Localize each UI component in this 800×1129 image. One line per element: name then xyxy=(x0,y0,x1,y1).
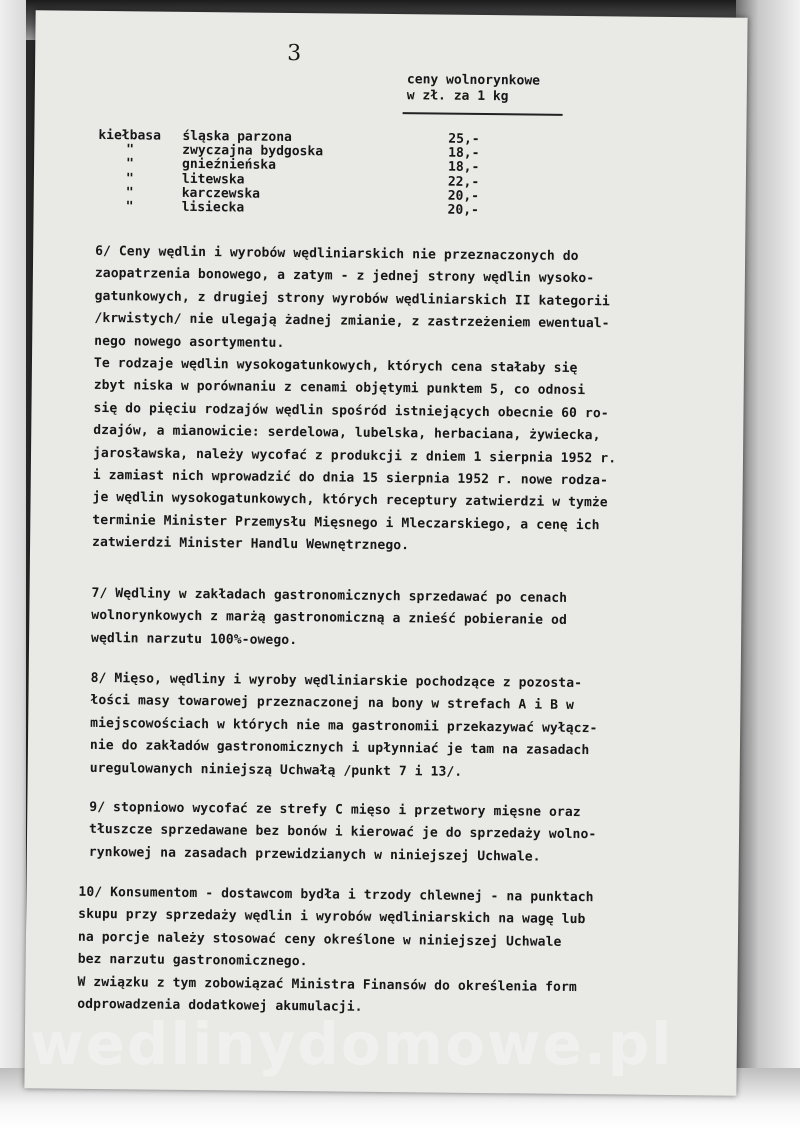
paragraph-9: 9/ stopniowo wycofać ze strefy C mięso i przetwory mięsne oraz tłuszcze sprzedawane bez bonów i kierować je do sprzedaży wolno- rynkowej na zasadach przewidzianych w niniejszej Uchwale. xyxy=(88,799,597,865)
price-row-prefix: " xyxy=(125,199,134,215)
price-row-price: 25,- xyxy=(448,131,480,147)
price-row-price: 20,- xyxy=(447,188,480,204)
price-row-prefix: " xyxy=(125,156,134,172)
price-row-name: śląska parzona xyxy=(182,128,293,145)
price-row-price: 22,- xyxy=(447,174,480,190)
header-underline xyxy=(403,112,563,116)
prices-column-header xyxy=(407,72,540,105)
price-list xyxy=(98,127,480,218)
price-row-prefix: kiełbasa xyxy=(98,127,162,144)
price-row-price: 20,- xyxy=(447,202,479,218)
price-row-prefix: " xyxy=(126,142,135,158)
price-row-prefix: " xyxy=(125,170,134,186)
price-row-price: 18,- xyxy=(447,160,480,176)
paragraph-6: 6/ Ceny wędlin i wyrobów wędliniarskich nie przeznaczonych do zaopatrzenia bonowego, a zatym - z jednej strony wędlin wysoko- gatunkowych, z drugiej strony wyrobów wędliniarskich II kategorii /krwistych/ nie ulegają żadnej zmianie, z zastrzeżeniem ewentual- nego nowego asortymentu. Te rodzaje wędlin wysokogatunkowych, których cena stałaby się zbyt niska w porównaniu z cenami objętymi punktem 5, co odnosi się do pięciu rodzajów wędlin spośród istniejących obecnie 60 ro- dzajów, a mianowicie: serdelowa, lubelska, herbaciana, żywiecka, jarosławska, należy wycofać z produkcji z dniem 1 sierpnia 1952 r. i zamiast nich wprowadzić do dnia 15 sierpnia 1952 r. nowe rodza- je wędlin wysokogatunkowych, których receptury zatwierdzi w tymże terminie Minister Przemysłu Mięsnego i Mleczarskiego, a cenę ich zatwierdzi Minister Handlu Wewnętrznego. xyxy=(92,243,617,554)
prices-header-line2: w zł. za 1 kg xyxy=(406,88,509,105)
paragraph-10: 10/ Konsumentom - dostawcom bydła i trzody chlewnej - na punktach skupu przy sprzedaży wędlin i wyrobów wędliniarskich na wagę lub na porcje należy stosować ceny określone w niniejszej Uchwale bez narzutu gastronomicznego. W związku z tym zobowiązać Ministra Finansów do określenia form odprowadzenia dodatkowej akumulacji. xyxy=(77,884,594,1015)
price-row-name: gnieźnieńska xyxy=(181,157,277,174)
price-row-prefix: " xyxy=(125,185,134,201)
document-page xyxy=(24,10,747,1095)
price-row-name: karczewska xyxy=(181,185,261,202)
price-row-name: lisiecka xyxy=(181,199,245,216)
prices-header-line1: ceny wolnorynkowe xyxy=(406,72,541,89)
price-row-name: litewska xyxy=(181,171,245,188)
page-number: 3 xyxy=(287,40,302,67)
scan-left-margin xyxy=(0,0,26,1129)
paragraph-7: 7/ Wędliny w zakładach gastronomicznych sprzedawać po cenach wolnorynkowych z marżą gastronomiczną a znieść pobieranie od wędlin narzutu 100%-owego. xyxy=(91,585,568,648)
site-watermark: wedlinydomowe.pl xyxy=(30,1010,674,1078)
paragraph-8: 8/ Mięso, wędliny i wyroby wędliniarskie pochodzące z pozosta- łości masy towarowej przeznaczonej na bony w strefach A i B w miejscowościach w których nie ma gastronomii przekazywać wyłącz- nie do zakładów gastronomicznych i upłynniać je tam na zasadach uregulowanych niniejszą Uchwałą /punkt 7 i 13/. xyxy=(89,670,598,780)
price-row-name: zwyczajna bydgoska xyxy=(182,143,324,160)
price-row-price: 18,- xyxy=(448,145,480,162)
